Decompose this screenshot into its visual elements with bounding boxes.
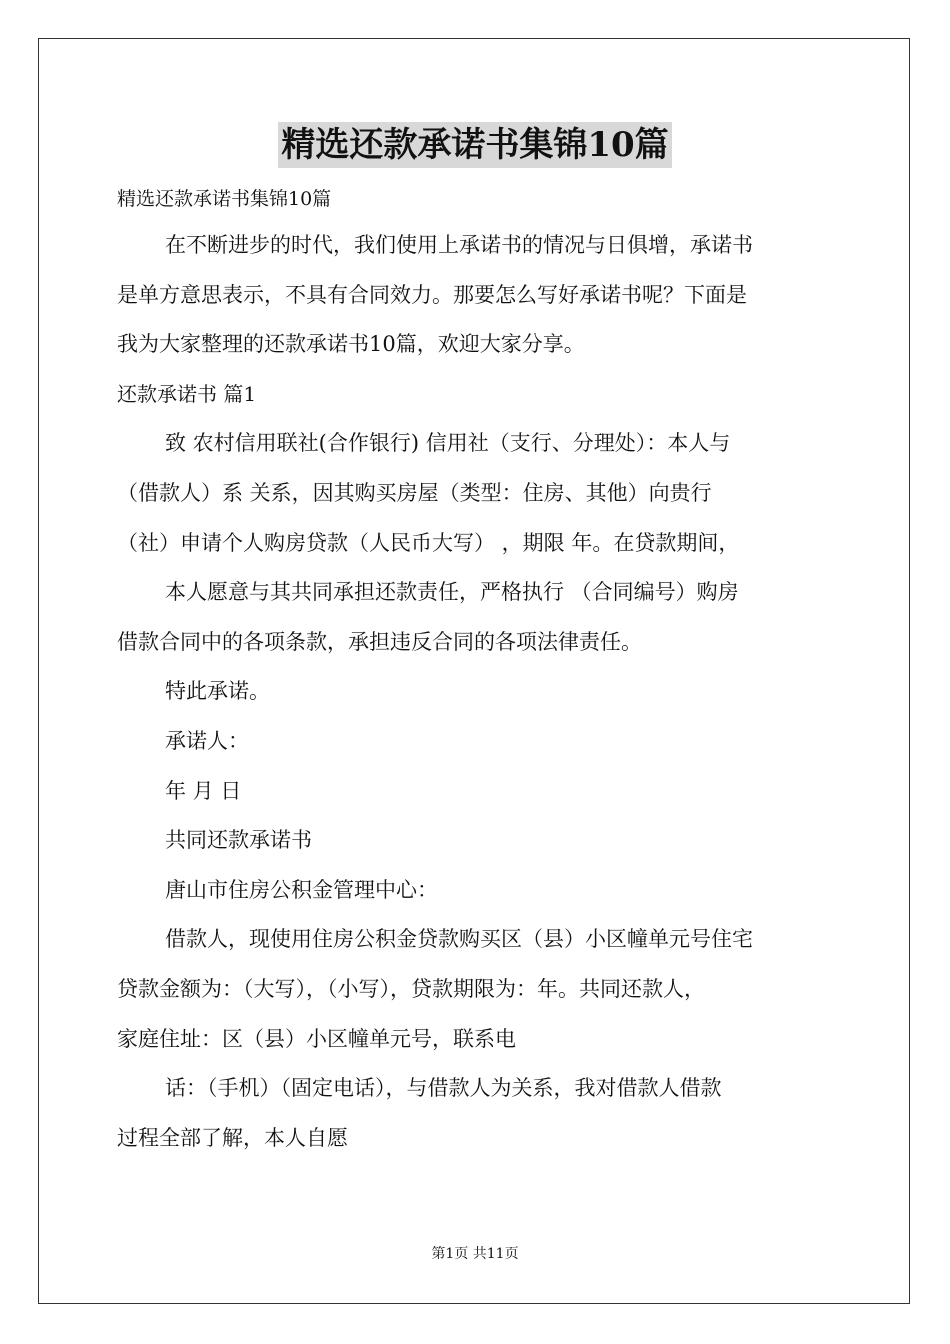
text-line: 贷款金额为：（大写），（小写），贷款期限为：年。共同还款人， [117,976,705,1001]
text-line: （借款人）系 关系，因其购买房屋（类型：住房、其他）向贵行 [117,480,712,505]
text-line: 致 农村信用联社(合作银行) 信用社（支行、分理处）：本人与 [165,431,731,456]
text-line: 话：（手机）（固定电话），与借款人为关系，我对借款人借款 [165,1076,722,1101]
text-line: 年 月 日 [165,778,242,803]
document-title: 精选还款承诺书集锦10篇 [278,122,671,168]
title-container [0,122,950,168]
text-line: 家庭住址：区（县）小区幢单元号，联系电 [117,1026,516,1051]
text-line: 本人愿意与其共同承担还款责任，严格执行 （合同编号）购房 [165,580,739,605]
document-body [117,177,833,1163]
text-line: （社）申请个人购房贷款（人民币大写） ，期限 年。在贷款期间， [117,530,740,555]
text-line: 唐山市住房公积金管理中心： [165,877,438,902]
text-line: 借款合同中的各项条款，承担违反合同的各项法律责任。 [117,629,642,654]
text-line: 精选还款承诺书集锦10篇 [117,188,332,210]
text-line: 我为大家整理的还款承诺书10篇，欢迎大家分享。 [117,332,585,357]
text-line: 共同还款承诺书 [165,828,312,853]
text-line: 承诺人： [165,728,249,753]
text-line: 还款承诺书 篇1 [117,381,257,406]
text-line: 特此承诺。 [165,679,270,704]
text-line: 在不断进步的时代，我们使用上承诺书的情况与日俱增，承诺书 [165,233,753,257]
text-line: 借款人，现使用住房公积金贷款购买区（县）小区幢单元号住宅 [165,927,753,952]
text-line: 是单方意思表示，不具有合同效力。那要怎么写好承诺书呢？下面是 [117,282,747,307]
page-footer: 第1页 共11页 [431,1246,519,1262]
text-line: 过程全部了解，本人自愿 [117,1125,348,1150]
